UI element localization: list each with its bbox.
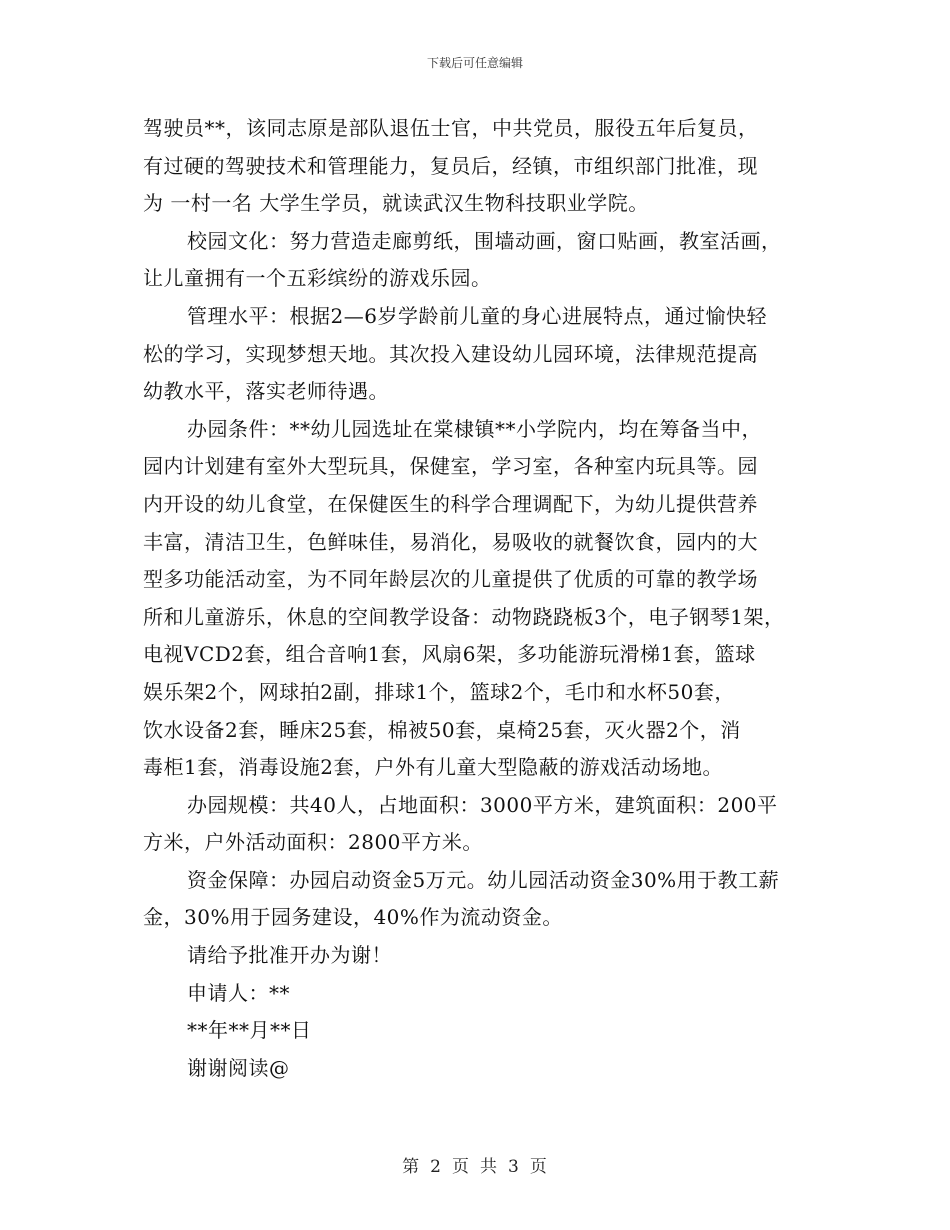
text-line: 金，30%用于园务建设，40%作为流动资金。 [143,905,563,930]
text-line: 管理水平：根据2—6岁学龄前儿童的身心进展特点，通过愉快轻 [187,303,767,328]
text-line: 内开设的幼儿食堂，在保健医生的科学合理调配下，为幼儿提供营养 [143,491,758,516]
text-line: 松的学习，实现梦想天地。其次投入建设幼儿园环境，法律规范提高 [143,341,758,366]
text-line: 为 一村一名 大学生学员，就读武汉生物科技职业学院。 [143,191,649,216]
text-line: 丰富，清洁卫生，色鲜味佳，易消化，易吸收的就餐饮食，园内的大 [143,529,758,554]
text-line: 有过硬的驾驶技术和管理能力，复员后，经镇，市组织部门批准，现 [143,153,758,178]
text-line: 办园条件：**幼儿园选址在棠棣镇**小学院内，均在筹备当中， [187,416,762,441]
text-line: 申请人：** [187,980,290,1005]
text-line: 娱乐架2个，网球拍2副，排球1个，篮球2个，毛巾和水杯50套， [143,679,735,704]
text-line: 电视VCD2套，组合音响1套，风扇6架，多功能游玩滑梯1套，篮球 [143,642,756,667]
footer-label-total: 共 [480,1157,498,1177]
footer-label-page-unit: 页 [452,1157,470,1177]
text-line: 校园文化：努力营造走廊剪纸，围墙动画，窗口贴画，教室活画， [187,228,782,253]
text-line: 方米，户外活动面积：2800平方米。 [143,830,483,855]
text-line: 请给予批准开办为谢！ [187,943,392,968]
text-line: 型多功能活动室，为不同年龄层次的儿童提供了优质的可靠的教学场 [143,567,758,592]
footer-label-page: 第 [402,1157,421,1177]
page-footer [0,1152,950,1177]
text-line: 让儿童拥有一个五彩缤纷的游戏乐园。 [143,266,492,291]
text-line: 饮水设备2套，睡床25套，棉被50套，桌椅25套，灭火器2个，消 [143,717,741,742]
document-body [143,110,823,1087]
footer-total-pages: 3 [508,1157,520,1177]
text-line: 所和儿童游乐，休息的空间教学设备：动物跷跷板3个，电子钢琴1架， [143,604,785,629]
text-line: 驾驶员**，该同志原是部队退伍士官，中共党员，服役五年后复员， [143,116,759,140]
text-line: 幼教水平，落实老师待遇。 [143,379,389,404]
text-line: 园内计划建有室外大型玩具，保健室，学习室，各种室内玩具等。园 [143,454,758,479]
footer-page-number: 2 [430,1157,442,1177]
page-header: 下载后可任意编辑 [426,56,523,70]
text-line: 毒柜1套，消毒设施2套，户外有儿童大型隐蔽的游戏活动场地。 [143,755,723,780]
text-line: **年**月**日 [187,1018,312,1043]
footer-label-total-unit: 页 [529,1157,548,1177]
text-line: 谢谢阅读@ [187,1055,290,1080]
text-line: 办园规模：共40人，占地面积：3000平方米，建筑面积：200平 [187,792,778,817]
text-line: 资金保障：办园启动资金5万元。幼儿园活动资金30%用于教工薪 [187,867,780,892]
